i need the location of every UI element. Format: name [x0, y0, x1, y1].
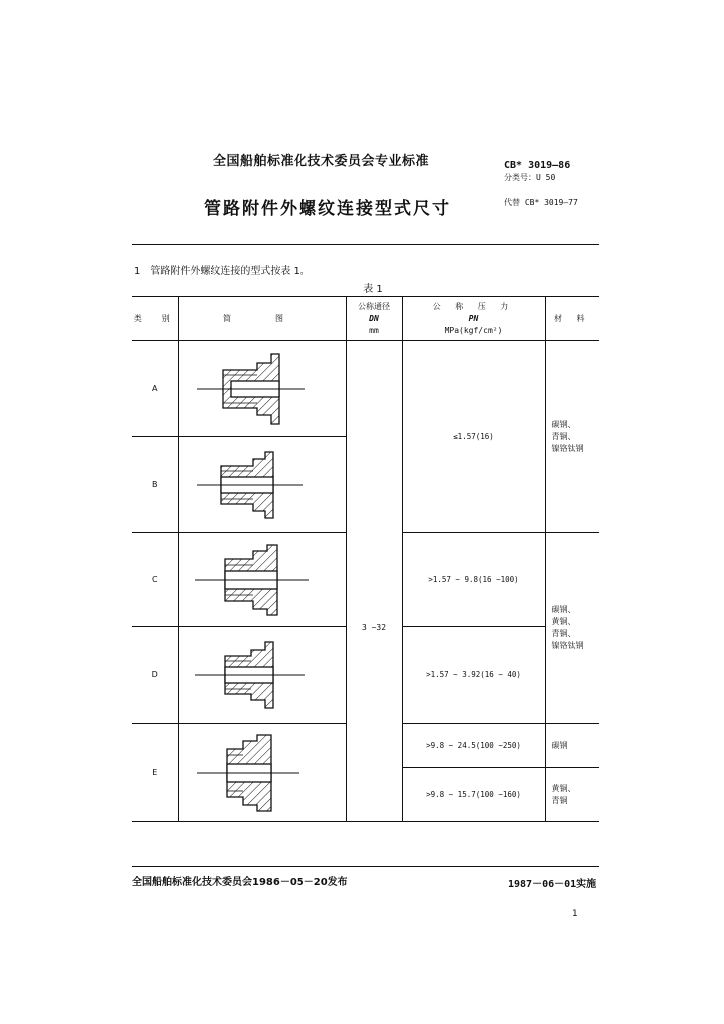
pressure-value-e2: >9.8 ~ 15.7(100 ~160): [426, 789, 521, 799]
type-cell-b: B: [132, 437, 178, 533]
material-item: 黄铜、: [551, 783, 576, 793]
organization-heading: 全国船舶标准化技术委员会专业标准: [213, 154, 430, 169]
dn-spacer-e: [346, 724, 402, 822]
material-item: 青铜、: [551, 431, 576, 441]
type-cell-c: C: [132, 533, 178, 627]
header-dn-unit: mm: [369, 325, 379, 335]
replaces-standard: 代替 CB* 3019—77: [504, 198, 578, 207]
type-cell-a: A: [132, 341, 178, 437]
pressure-value-c: >1.57 ~ 9.8(16 ~100): [428, 574, 519, 584]
dn-value: 3 ~32: [361, 623, 387, 632]
type-cell-d: D: [132, 627, 178, 724]
header-pn-unit: MPa(kgf/cm²): [444, 325, 503, 335]
table-row: [132, 341, 599, 437]
sketch-cell-e: [178, 724, 346, 822]
pressure-cell-d: [402, 627, 545, 724]
header-dn-symbol: DN: [369, 313, 379, 323]
material-item: 镍铬钛钢: [551, 641, 584, 650]
fitting-drawing-b: [187, 442, 337, 528]
footer-rule: [132, 866, 599, 867]
fitting-drawing-c: [187, 537, 337, 623]
header-dn-title: 公称通径: [358, 301, 390, 311]
sketch-cell-a: [178, 341, 346, 437]
material-cell-e1: [545, 724, 599, 768]
header-type: 类 别: [132, 297, 178, 341]
sketch-cell-c: [178, 533, 346, 627]
material-item: 镍铬钛钢: [551, 443, 584, 453]
material-item: 碳钢、: [551, 605, 576, 614]
sketch-cell-b: [178, 437, 346, 533]
header-material: 材 料: [545, 297, 599, 341]
material-cell-cd: [545, 533, 599, 724]
table-row: [132, 724, 599, 768]
standard-code: CB* 3019—86: [504, 160, 571, 171]
pressure-cell-c: [402, 533, 545, 627]
material-item: 青铜: [551, 795, 568, 805]
header-dn: [346, 297, 402, 341]
pressure-value-ab: ≤1.57(16): [453, 431, 494, 441]
table-row: [132, 533, 599, 627]
header-rule: [132, 244, 599, 245]
document-title: 管路附件外螺纹连接型式尺寸: [204, 199, 451, 219]
table-caption: 表 1: [363, 284, 383, 295]
connection-type-table: [132, 296, 599, 822]
fitting-drawing-a: [187, 346, 337, 432]
material-item: 碳钢、: [551, 419, 576, 429]
effective-date: 1987－06－01实施: [508, 879, 597, 890]
sketch-cell-d: [178, 627, 346, 724]
fitting-drawing-d: [187, 632, 337, 718]
pressure-value-e1: >9.8 ~ 24.5(100 ~250): [426, 740, 521, 750]
page-number: 1: [572, 909, 578, 919]
pressure-cell-ab: [402, 341, 545, 533]
dn-spacer-ab: [346, 341, 402, 533]
material-cell-ab: [545, 341, 599, 533]
header-pn-title: 公 称 压 力: [432, 301, 515, 311]
pressure-cell-e2: [402, 768, 545, 822]
intro-clause: 1 管路附件外螺纹连接的型式按表 1。: [134, 266, 310, 277]
type-cell-e: E: [132, 724, 178, 822]
material-item: 青铜、: [551, 629, 576, 638]
dn-cell: [346, 533, 402, 724]
pressure-cell-e1: [402, 724, 545, 768]
material-item: 黄铜、: [551, 617, 576, 626]
table-header-row: [132, 297, 599, 341]
material-item: 碳钢: [551, 740, 568, 750]
header-pn: [402, 297, 545, 341]
header-pn-symbol: PN: [468, 313, 479, 323]
pressure-value-d: >1.57 ~ 3.92(16 ~ 40): [426, 670, 521, 679]
classification-number: 分类号：U 50: [504, 173, 556, 182]
issued-date: 全国船舶标准化技术委员会1986－05－20发布: [132, 877, 348, 888]
material-cell-e2: [545, 768, 599, 822]
header-sketch: 简 图: [178, 297, 346, 341]
fitting-drawing-e: [187, 729, 337, 817]
